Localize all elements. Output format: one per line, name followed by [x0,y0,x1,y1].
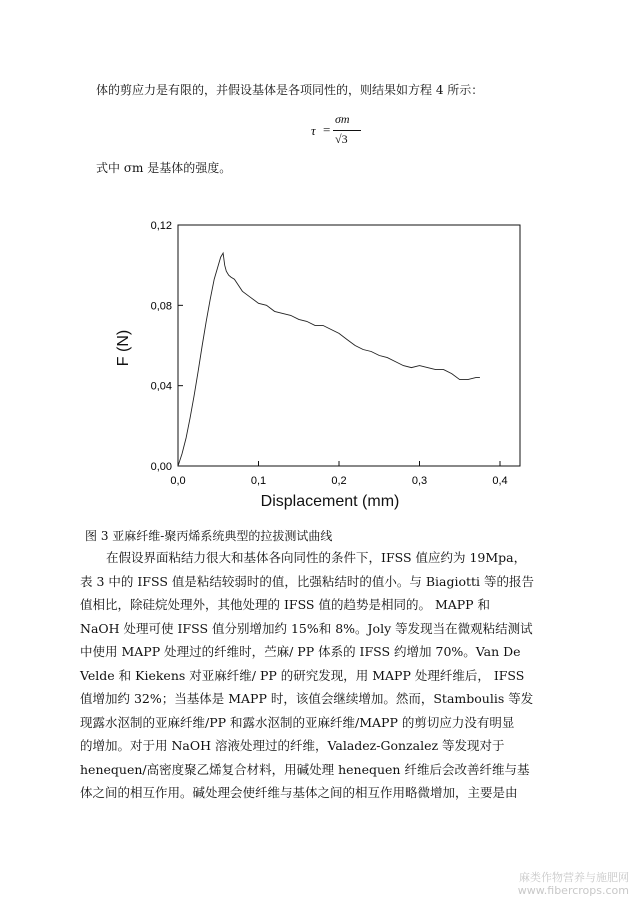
paragraph-line: 体之间的相互作用。碱处理会使纤维与基体之间的相互作用略微增加，主要是由 [80,785,518,800]
paragraph-line: 的增加。对于用 NaOH 溶液处理过的纤维，Valadez-Gonzalez 等发现对于 [80,738,505,753]
watermark [518,871,629,897]
x-tick-label: 0,0 [170,475,186,487]
x-ticks [170,461,507,487]
formula-denominator: √3 [335,132,348,146]
paragraph-line: 中使用 MAPP 处理过的纤维时，苎麻/ PP 体系的 IFSS 约增加 70%。Van De [80,644,521,659]
paragraph-line: 在假设界面粘结力很大和基体各向同性的条件下，IFSS 值应约为 19Mpa， [106,550,527,565]
x-tick-label: 0,3 [411,475,428,487]
formula-numerator: σm [335,112,350,126]
x-tick-label: 0,4 [492,475,508,487]
paragraph-line: 现露水沤制的亚麻纤维/PP 和露水沤制的亚麻纤维/MAPP 的剪切应力没有明显 [80,714,515,730]
x-axis-label: Displacement (mm) [260,493,400,510]
y-tick-label: 0,04 [150,380,172,393]
paragraph-line: Velde 和 Kiekens 对亚麻纤维/ PP 的研究发现，用 MAPP 处理纤维后， IFSS [80,667,525,683]
chart-frame [178,225,520,466]
y-tick-label: 0,12 [150,220,172,232]
paragraph-line: 表 3 中的 IFSS 值是粘结较弱时的值，比强粘结时的值小。与 Biagiotti 等的报告 [80,573,535,589]
watermark-line2: www.fibercrops.com [517,884,629,897]
y-tick-label: 0,08 [150,300,172,313]
series-line [178,253,480,466]
y-axis-label: F (N) [115,329,132,367]
formula-lhs: τ [311,123,316,138]
x-tick-label: 0,1 [250,475,267,487]
y-tick-label: 0,00 [150,461,172,473]
paragraph-line: NaOH 处理可使 IFSS 值分别增加约 15%和 8%。Joly 等发现当在微观粘结测试 [80,620,533,636]
where-line: 式中 σm 是基体的强度。 [96,161,232,175]
formula-equals: = [323,122,331,137]
intro-line: 体的剪应力是有限的，并假设基体是各项同性的，则结果如方程 4 所示： [96,83,484,97]
paragraph-line: 值相比，除硅烷处理外，其他处理的 IFSS 值的趋势是相同的。 MAPP 和 [80,597,491,612]
x-tick-label: 0,2 [331,475,347,487]
paragraph-line: 值增加约 32%；当基体是 MAPP 时，该值会继续增加。然而，Stamboulis 等发 [80,691,534,706]
watermark-line1: 麻类作物营养与施肥网 [519,871,629,884]
body-paragraph [80,546,550,805]
paragraph-line: henequen/高密度聚乙烯复合材料，用碱处理 henequen 纤维后会改善纤维与基 [80,761,530,777]
figure-caption: 图 3 亚麻纤维-聚丙烯系统典型的拉拔测试曲线 [85,529,333,543]
